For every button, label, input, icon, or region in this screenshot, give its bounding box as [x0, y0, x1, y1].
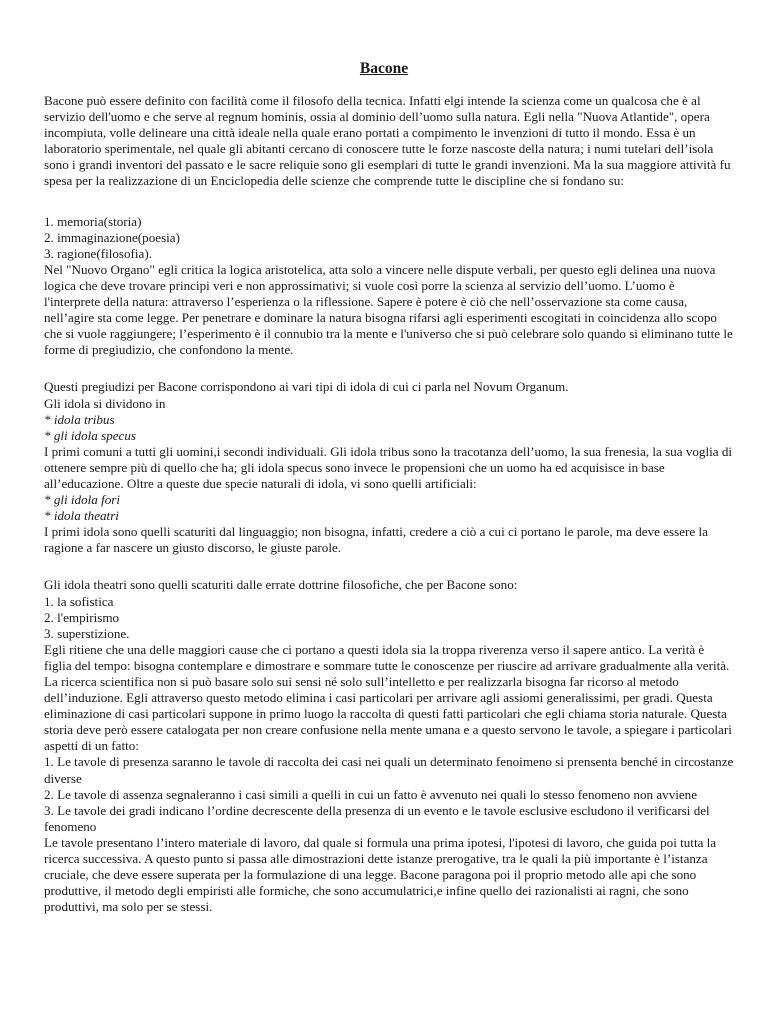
list-item: * gli idola specus — [44, 427, 137, 443]
paragraph-tavole: Le tavole presentano l’intero materiale di lavoro, dal quale si formula una prima ipotesi, l'ipotesi di lavoro, che guida poi tutta la ricerca successiva. A questo punto si passa alle dimostrazioni dette istanze prerogative, tra le quali la più importante è l’istanza cruciale, che deve essere superata per la formulazione di una legge. Bacone paragona poi il proprio metodo alle api che sono produttive, il metodo degli empiristi alle formiche, che sono accumulatrici,e infine quello dei razionalisti ai ragni, che sono produttivi, ma solo per se stessi. — [44, 834, 717, 915]
list-item: 1. memoria(storia) — [44, 213, 142, 229]
paragraph-intro: Bacone può essere definito con facilità come il filosofo della tecnica. Infatti elgi intende la scienza come un qualcosa che è al servizio dell'uomo e che serve al regnum hominis, ossia al dominio dell’uomo sulla natura. Egli nella "Nuova Atlantide", opera incompiuta, volle delineare una città ideale nella quale erano portati a compimento le invenzioni di tutto il mondo. Essa è un laboratorio sperimentale, nel quale gli abitanti cercano di conoscere tutte le forze nascoste della natura; i numi tutelari dell’isola sono i grandi inventori del passato e le sacre reliquie sono gli esemplari di tutte le grandi invenzioni. Ma la sua maggiore attività fu spesa per la realizzazione di un Enciclopedia delle scienze che comprende tutte le discipline che si fondano su: — [44, 93, 731, 189]
list-item: 2. immaginazione(poesia) — [44, 229, 180, 245]
paragraph-induzione: Egli ritiene che una delle maggiori cause che ci portano a questi idola sia la troppa riverenza verso il sapere antico. La verità è figlia del tempo: bisogna contemplare e dimostrare e sommare tutte le conoscenze per riuscire ad arrivare gradualmente alla verità. La ricerca scientifica non si può basare solo sui sensi né solo sull’intelletto e per realizzarla bisogna far ricorso al metodo dell’induzione. Egli attraverso questo metodo elimina i casi particolari per arrivare agli assiomi generalissimi, per gradi. Questa eliminazione di casi particolari suppone in primo luogo la raccolta di questi fatti particolari che egli chiama storia naturale. Questa storia deve però essere catalogata per non creare confusione nella mente umana e a questo servono le tavole, a spiegare i particolari aspetti di un fatto: — [44, 641, 732, 754]
spacer — [44, 556, 734, 577]
list-item: 3. ragione(filosofia). — [44, 245, 152, 261]
spacer — [44, 358, 734, 379]
document-body — [44, 93, 734, 915]
list-item: * idola theatri — [44, 508, 119, 524]
list-item: 2. l'empirismo — [44, 609, 120, 625]
paragraph-nuovo-organo: Nel "Nuovo Organo" egli critica la logica aristotelica, atta solo a vincere nelle dispute verbali, per questo egli delinea una nuova logica che deve trovare principi veri e non approssimativi; si vuole così porre la scienza al servizio dell’uomo. L’uomo è l'interprete della natura: attraverso l’esperienza o la riflessione. Sapere è potere è ciò che nell’osservazione sta come causa, nell’agire sta come legge. Per penetrare e dominare la natura bisogna rifarsi agli esperimenti escogitati in coincidenza allo scopo che si vuole raggiungere; l’esperimento è il connubio tra la mente e l'universo che si può celebrare solo quando si eliminano tutte le forme di pregiudizio, che confondono la mente. — [44, 261, 733, 358]
list-item: 1. la sofistica — [44, 593, 114, 609]
page-title: Bacone — [359, 60, 409, 77]
paragraph-idola-intro: Gli idola si dividono in — [44, 395, 166, 411]
spacer — [44, 190, 734, 214]
paragraph-idola-theatri: Gli idola theatri sono quelli scaturiti dalle errate dottrine filosofiche, che per Bacone sono: — [44, 577, 518, 593]
paragraph-idola-naturali: I primi comuni a tutti gli uomini,i secondi individuali. Gli idola tribus sono la tracotanza dell’uomo, la sua frenesia, la sua voglia di ottenere sempre più di quello che ha; gli idola specus sono invece le propensioni che un uomo ha ed acquisisce in base all’educazione. Oltre a queste due specie naturali di idola, vi sono quelli artificiali: — [44, 443, 733, 491]
list-item: * idola tribus — [44, 411, 115, 427]
paragraph-idola-fori: I primi idola sono quelli scaturiti dal linguaggio; non bisogna, infatti, credere a ciò a cui ci portano le parole, ma deve essere la ragione a far nascere un giusto discorso, le giuste parole. — [44, 524, 708, 556]
list-item: 3. Le tavole dei gradi indicano l’ordine decrescente della presenza di un evento e le tavole esclusive escludono il verificarsi del fenomeno — [44, 802, 710, 834]
paragraph-pregiudizi: Questi pregiudizi per Bacone corrispondono ai vari tipi di idola di cui ci parla nel Novum Organum. — [44, 379, 569, 395]
list-item: 2. Le tavole di assenza segnaleranno i casi simili a quelli in cui un fatto è avvenuto nei quali lo stesso fenomeno non avviene — [44, 786, 698, 802]
list-item: 3. superstizione. — [44, 625, 130, 641]
list-item: 1. Le tavole di presenza saranno le tavole di raccolta dei casi nei quali un determinato fenoimeno si prensenta benché in circostanze diverse — [44, 754, 734, 786]
list-item: * gli idola fori — [44, 492, 121, 508]
